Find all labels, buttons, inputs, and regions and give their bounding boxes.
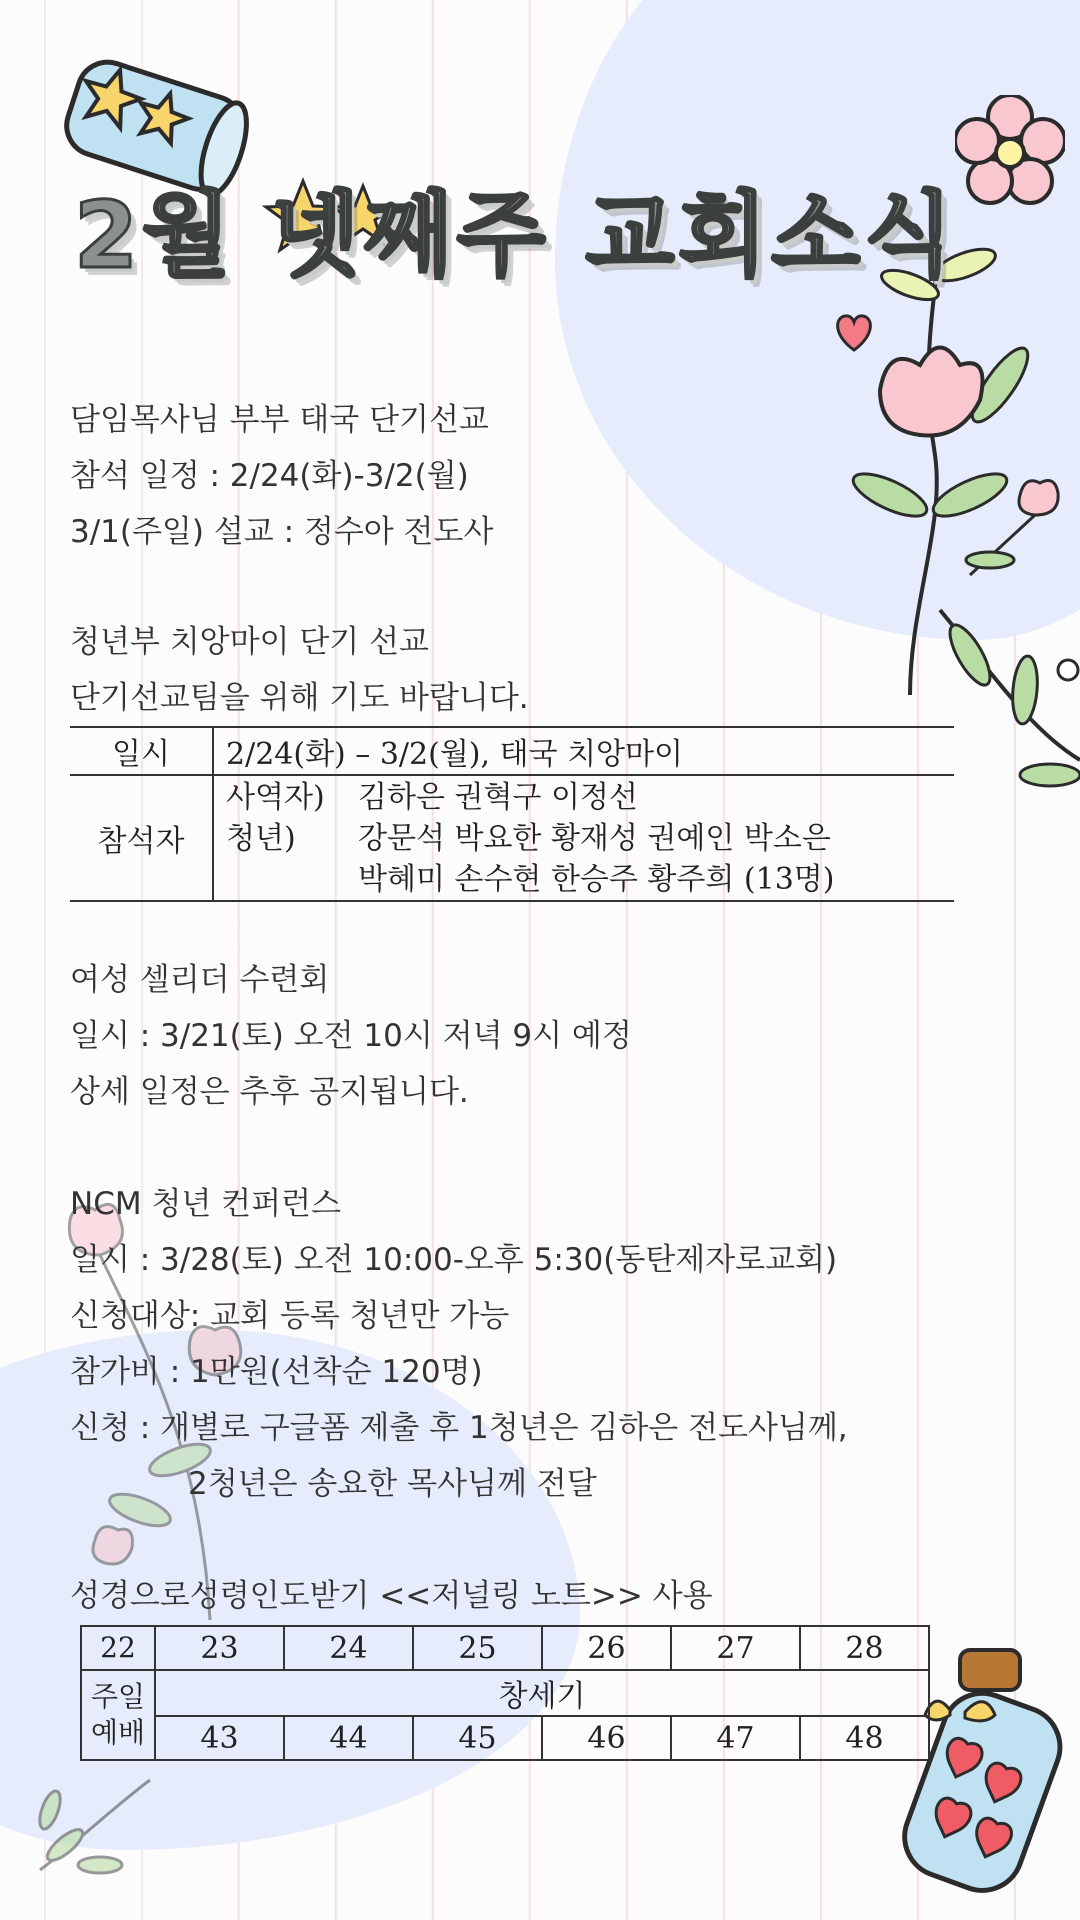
heart-icon [832,312,876,352]
members-cell [213,775,954,901]
youth-names: 박혜미 손수현 한승주 황주희 (13명) [358,861,835,897]
date-cell: 28 [800,1626,929,1670]
table-row [70,775,954,901]
date-cell: 23 [155,1626,284,1670]
text-line: 상세 일정은 추후 공지됩니다. [70,1074,469,1110]
text-line: 참가비 : 1만원(선착순 120명) [70,1354,483,1390]
date-cell: 26 [542,1626,671,1670]
date-cell: 22 [81,1626,155,1670]
text-line: 2청년은 송요한 목사님께 전달 [188,1466,597,1502]
staff-group-label: 사역자) [226,779,325,815]
section-youth-conference [70,1176,848,1512]
date-cell: 27 [671,1626,800,1670]
chapter-cell: 44 [284,1716,413,1760]
date-value-cell: 2/24(화) – 3/2(월), 태국 치앙마이 [213,727,954,775]
date-cell: 24 [284,1626,413,1670]
chapter-cell: 43 [155,1716,284,1760]
text-line: 단기선교팀을 위해 기도 바랍니다. [70,680,529,716]
text-line: 일시 : 3/28(토) 오전 10:00-오후 5:30(동탄제자로교회) [70,1242,838,1278]
book-cell: 창세기 [155,1670,929,1716]
text-line: 참석 일정 : 2/24(화)-3/2(월) [70,458,469,494]
mission-team-table [70,726,954,902]
text-line: 청년부 치앙마이 단기 선교 [70,624,429,660]
text-line: 여성 셀리더 수련회 [70,962,330,998]
text-line: 담임목사님 부부 태국 단기선교 [70,402,489,438]
youth-names: 강문석 박요한 황재성 권예인 박소은 [358,820,831,856]
text-line: 성경으로성령인도받기 <<저널링 노트>> 사용 [70,1578,713,1614]
page-title: 2월 넷째주 교회소식 [74,182,958,289]
text-line: 신청대상: 교회 등록 청년만 가능 [70,1298,510,1334]
text-line: 일시 : 3/21(토) 오전 10시 저녁 9시 예정 [70,1018,632,1054]
table-row [81,1716,929,1760]
sunday-service-cell: 주일 예배 [81,1670,155,1760]
table-row [81,1670,929,1716]
text-line: 3/1(주일) 설교 : 정수아 전도사 [70,514,494,550]
youth-group-label: 청년) [226,820,296,856]
chapter-cell: 48 [800,1716,929,1760]
section-pastor-mission [70,392,493,560]
date-cell: 25 [413,1626,542,1670]
table-row [81,1626,929,1670]
grass-icon [30,1760,160,1880]
chapter-cell: 47 [671,1716,800,1760]
text-line: 신청 : 개별로 구글폼 제출 후 1청년은 김하은 전도사님께, [70,1410,848,1446]
bible-reading-table [80,1625,930,1761]
section-youth-mission [70,614,529,726]
date-label-cell: 일시 [70,727,213,775]
chapter-cell: 46 [542,1716,671,1760]
chapter-cell: 45 [413,1716,542,1760]
staff-names: 김하은 권혁구 이정선 [358,779,638,815]
section-cell-leader-retreat [70,952,632,1120]
table-row [70,727,954,775]
section-bible-reading [70,1568,713,1624]
text-line: NCM 청년 컨퍼런스 [70,1186,341,1222]
members-label-cell: 참석자 [70,775,213,901]
